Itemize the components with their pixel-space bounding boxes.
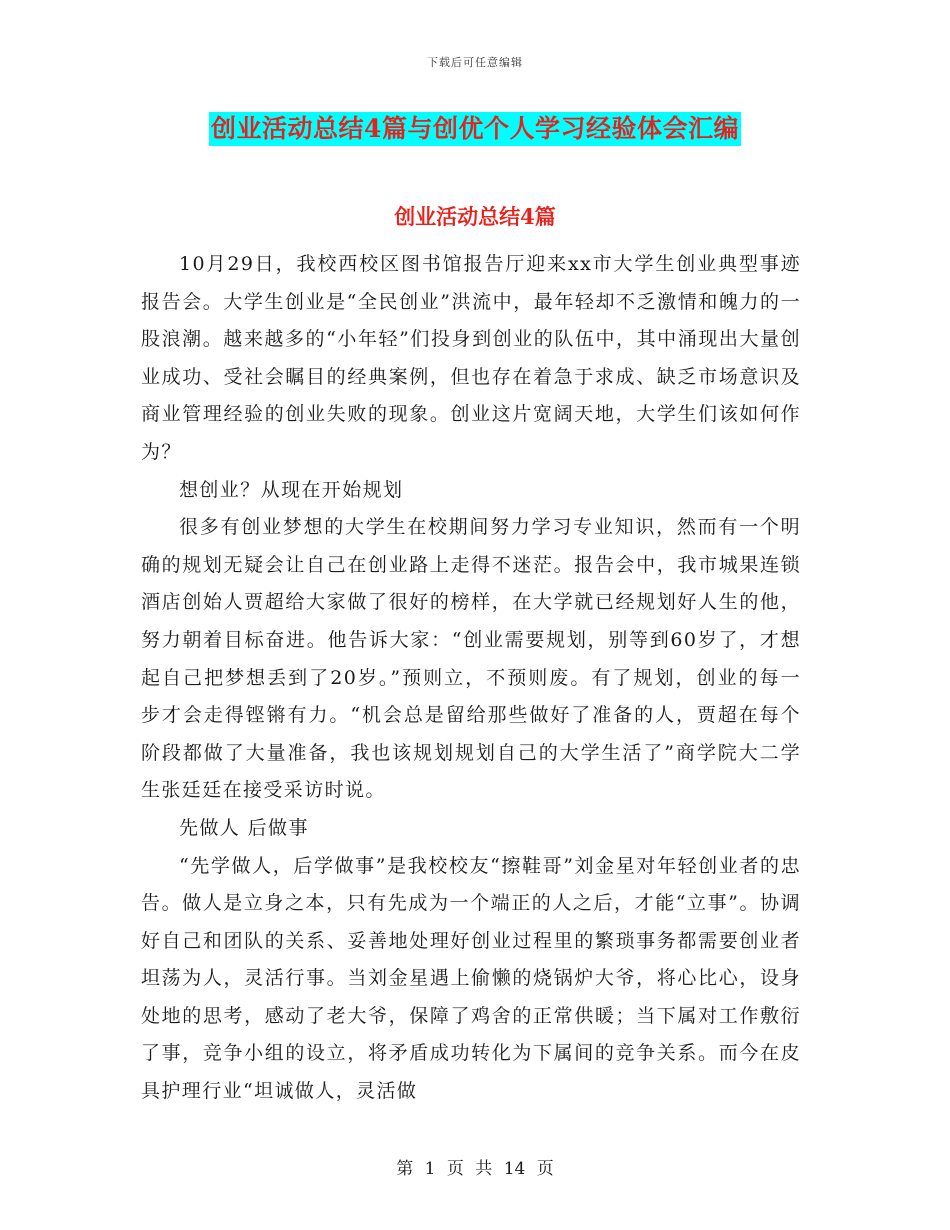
subheading-planning: 想创业？从现在开始规划 (179, 478, 404, 501)
paragraph-character: “先学做人，后学做事”是我校校友“擦鞋哥”刘金星对年轻创业者的忠告。做人是立身之本，只有先成为一个端正的人之后，才能“立事”。协调好自己和团队的关系、妥善地处理好创业过程里的繁琐事务都需要创业者坦荡为人，灵活行事。当刘金星遇上偷懒的烧锅炉大爷，将心比心，设身处地的思考，感动了老大爷，保障了鸡舍的正常供暖；当下属对工作敷衍了事，竞争小组的设立，将矛盾成功转化为下属间的竞争关系。而今在皮具护理行业“坦诚做人，灵活做 (141, 854, 801, 1103)
paragraph-intro: 10月29日，我校西校区图书馆报告厅迎来xx市大学生创业典型事迹报告会。大学生创业是“全民创业”洪流中，最年轻却不乏激情和魄力的一股浪潮。越来越多的“小年轻”们投身到创业的队伍中，其中涌现出大量创业成功、受社会瞩目的经典案例，但也存在着急于求成、缺乏市场意识及商业管理经验的创业失败的现象。创业这片宽阔天地，大学生们该如何作为？ (141, 253, 801, 463)
section-title: 创业活动总结4篇 (394, 204, 556, 229)
paragraph-planning: 很多有创业梦想的大学生在校期间努力学习专业知识，然而有一个明确的规划无疑会让自己在创业路上走得不迷茫。报告会中，我市城果连锁酒店创始人贾超给大家做了很好的榜样，在大学就已经规划好人生的他，努力朝着目标奋进。他告诉大家：“创业需要规划，别等到60岁了，才想起自己把梦想丢到了20岁。”预则立，不预则废。有了规划，创业的每一步才会走得铿锵有力。“机会总是留给那些做好了准备的人，贾超在每个阶段都做了大量准备，我也该规划规划自己的大学生活了”商学院大二学生张廷廷在接受采访时说。 (141, 516, 801, 802)
document-title-container (0, 112, 950, 146)
document-body (141, 246, 801, 1111)
subheading-character: 先做人 后做事 (179, 816, 309, 839)
page-number-footer: 第 1 页 共 14 页 (396, 1159, 554, 1179)
page-header-note: 下载后可任意编辑 (427, 56, 523, 69)
document-title: 创业活动总结4篇与创优个人学习经验体会汇编 (209, 112, 741, 146)
